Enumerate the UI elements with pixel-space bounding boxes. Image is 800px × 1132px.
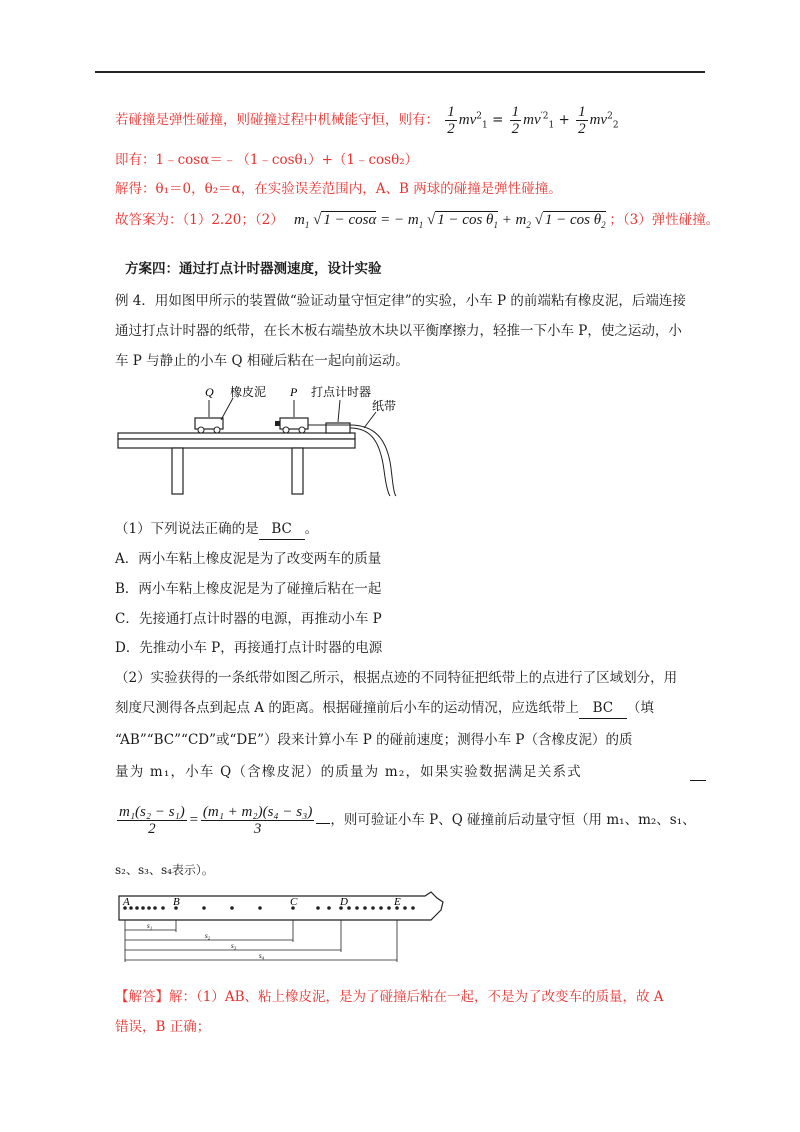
sqrt-3: $1 - \cos \theta_2$: [544, 212, 606, 230]
q1-answer: BC: [259, 519, 305, 540]
q2-answer: BC: [579, 698, 627, 719]
label-q: Q: [205, 385, 214, 399]
term-m1b: = − m: [380, 212, 419, 228]
half-fraction-3: $\frac{1}{2}$: [578, 104, 586, 137]
tape-figure: [115, 888, 455, 968]
term-m1: m: [294, 212, 305, 228]
q1-option-b: B．两小车粘上橡皮泥是为了碰撞后粘在一起: [115, 581, 382, 597]
q1-option-d: D．先推动小车 P，再接通打点计时器的电源: [115, 640, 383, 656]
answer-suffix: ；（3）弹性碰撞。: [609, 212, 720, 228]
q1-option-c: C．先接通打点计时器的电源，再推动小车 P: [115, 611, 382, 627]
sqrt-2: $1 - \cos \theta_1$: [437, 212, 498, 230]
point-d: D: [340, 896, 348, 908]
energy-line: 若碰撞是弹性碰撞，则碰撞过程中机械能守恒，则有： $\frac{1}{2}$ $mv^2_1$ = $\frac{1}{2}$ $mv^{'2}_1$ + $\frac{1}{2}$ $mv^2_2$: [115, 104, 619, 137]
dim-s4: s₄: [259, 952, 265, 960]
apparatus-figure: [112, 378, 432, 500]
solution-line2: 错误，B 正确；: [115, 1019, 211, 1035]
formula-eq: =: [188, 812, 199, 828]
label-p: P: [290, 385, 298, 399]
sqrt-1: 1 − cosα: [323, 212, 377, 228]
example-p2: 通过打点计时器的纸带，在长木板右端垫放木块以平衡摩擦力，轻推一下小车 P，使之运动，小: [115, 323, 682, 339]
example-p3: 车 P 与静止的小车 Q 相碰后粘在一起向前运动。: [115, 353, 409, 369]
cart-p: [275, 418, 308, 433]
q2-line1: （2）实验获得的一条纸带如图乙所示，根据点迹的不同特征把纸带上的点进行了区域划分，用: [115, 670, 678, 686]
q1-option-a: A．两小车粘上橡皮泥是为了改变两车的质量: [115, 551, 382, 567]
q2-formula-blank-start: [690, 779, 706, 781]
header-rule: [95, 71, 705, 73]
half-fraction-2: $\frac{1}{2}$: [511, 104, 520, 137]
point-c: C: [290, 896, 298, 908]
q2-line4: 量为 m₁，小车 Q（含橡皮泥）的质量为 m₂，如果实验数据满足关系式: [115, 764, 582, 780]
point-b: B: [173, 896, 180, 908]
formula-right: $\frac{\text{(m₁ + m₂)(s₄ − s₃)}}{3}$: [202, 804, 313, 837]
q2-line5: $\frac{\text{m₁(s₂ − s₁)}}{2}$ = $\frac{\text{(m₁ + m₂)(s₄ − s₃)}}{3}$ ，则可验证小车 P、Q 碰撞前后动量守恒（用 m₁、m₂、s₁、: [119, 804, 696, 837]
ie-line: 即有：1﹣cosα＝﹣（1﹣cosθ₁）+（1﹣cosθ₂）: [115, 152, 419, 168]
formula-blank-end: [316, 823, 330, 824]
formula-left: $\frac{\text{m₁(s₂ − s₁)}}{2}$: [119, 804, 185, 837]
q2-line3: “AB”“BC”“CD”或“DE”）段来计算小车 P 的碰前速度；测得小车 P（含橡皮泥）的质: [115, 732, 633, 748]
label-timer: 打点计时器: [311, 385, 372, 399]
dim-s3: s₃: [231, 942, 237, 950]
mv1-prime: mv: [523, 112, 541, 128]
solution-line1: 【解答】解：（1）AB、粘上橡皮泥，是为了碰撞后粘在一起，不是为了改变车的质量，故 A: [115, 989, 664, 1005]
point-e: E: [394, 896, 401, 908]
eq-sign: =: [492, 112, 504, 128]
mv1: mv: [458, 112, 477, 128]
mv2: mv: [589, 112, 608, 128]
example-p1: 例 4．用如图甲所示的装置做“验证动量守恒定律”的实验，小车 P 的前端粘有橡皮泥，后端连接: [115, 293, 686, 309]
label-mud: 橡皮泥: [230, 385, 267, 399]
cart-q: [195, 418, 223, 433]
q2-line6: s₂、s₃、s₄表示）。: [115, 863, 214, 877]
answer-line: [115, 210, 719, 235]
section-title: 方案四：通过打点计时器测速度，设计实验: [125, 261, 382, 277]
point-a: A: [123, 896, 130, 908]
dim-s2: s₂: [205, 932, 211, 940]
solve-line: 解得：θ₁＝0，θ₂＝α，在实验误差范围内，A、B 两球的碰撞是弹性碰撞。: [115, 181, 562, 197]
label-tape: 纸带: [372, 399, 397, 413]
solution-tag: 【解答】: [115, 989, 169, 1005]
answer-prefix: 故答案为：（1）2.20；（2）: [115, 212, 284, 228]
answer-formula: $m_1$ √ 1 − cosα = − $m_1$ √ $1 - \cos \theta_1 + m_2$ √ $1 - \cos \theta_2$: [294, 212, 606, 230]
plus-sign: +: [558, 112, 570, 128]
q2-line2: 刻度尺测得各点到起点 A 的距离。根据碰撞前后小车的运动情况，应选纸带上 BC （填: [115, 698, 654, 719]
energy-text: 若碰撞是弹性碰撞，则碰撞过程中机械能守恒，则有：: [115, 112, 439, 128]
q1-stem: （1）下列说法正确的是 BC 。: [115, 519, 318, 540]
half-fraction-1: $\frac{1}{2}$: [447, 104, 455, 137]
term-m2: + m: [501, 212, 527, 228]
dim-s1: s₁: [147, 922, 153, 930]
